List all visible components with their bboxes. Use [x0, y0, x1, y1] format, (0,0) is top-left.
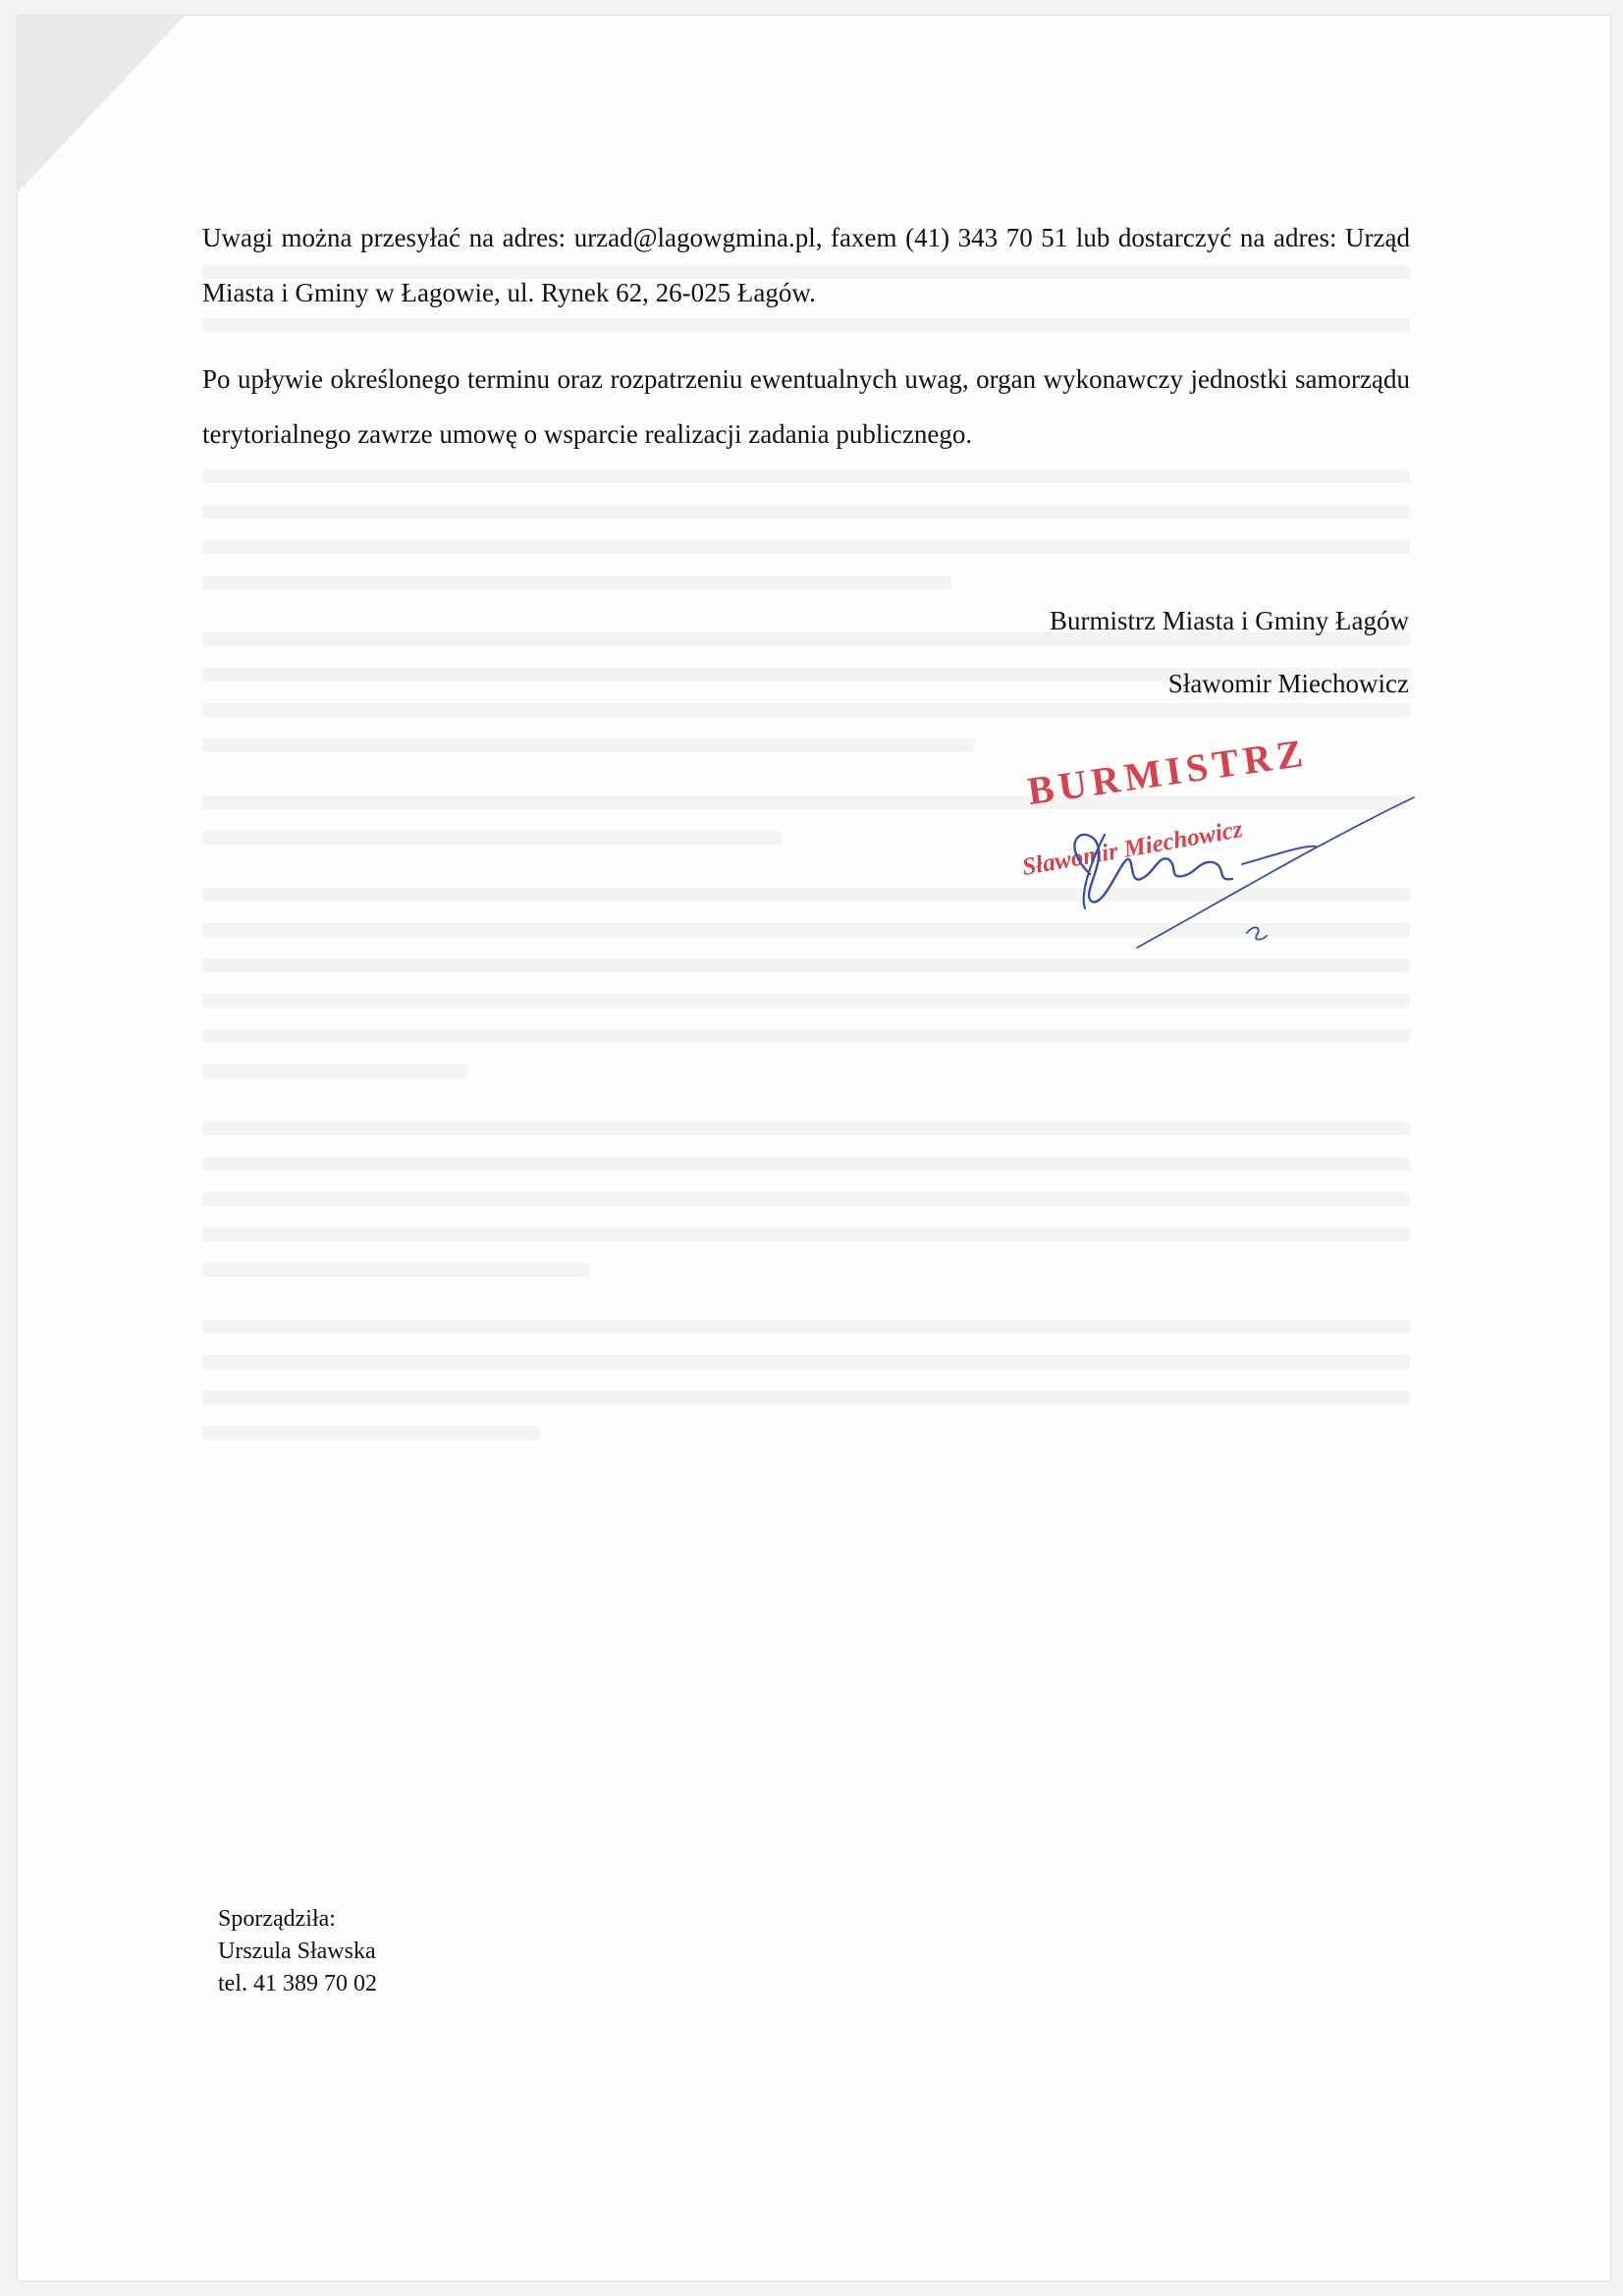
prepared-by-phone: tel. 41 389 70 02: [218, 1971, 377, 1996]
prepared-by-name: Urszula Sławska: [218, 1939, 376, 1964]
stamp-name: Sławomir Miechowicz: [1020, 815, 1245, 882]
contact-paragraph: Uwagi można przesyłać na adres: urzad@lagowgmina.pl, faxem (41) 343 70 51 lub dostarczyć na adres: Urząd Miasta i Gminy w Łagowie, ul. Rynek 62, 26-025 Łagów.: [202, 223, 1410, 307]
folded-corner: [18, 16, 185, 192]
handwritten-signature: [1021, 786, 1434, 992]
signatory-title: Burmistrz Miasta i Gminy Łagów: [1050, 606, 1409, 635]
signatory-name: Sławomir Miechowicz: [1167, 669, 1409, 698]
stamp-title: BURMISTRZ: [1024, 730, 1311, 814]
agreement-paragraph: Po upływie określonego terminu oraz rozpatrzeniu ewentualnych uwag, organ wykonawczy jednostki samorządu terytorialnego zawrze umowę o wsparcie realizacji zadania publicznego.: [202, 364, 1410, 449]
prepared-by-label: Sporządziła:: [218, 1906, 336, 1932]
